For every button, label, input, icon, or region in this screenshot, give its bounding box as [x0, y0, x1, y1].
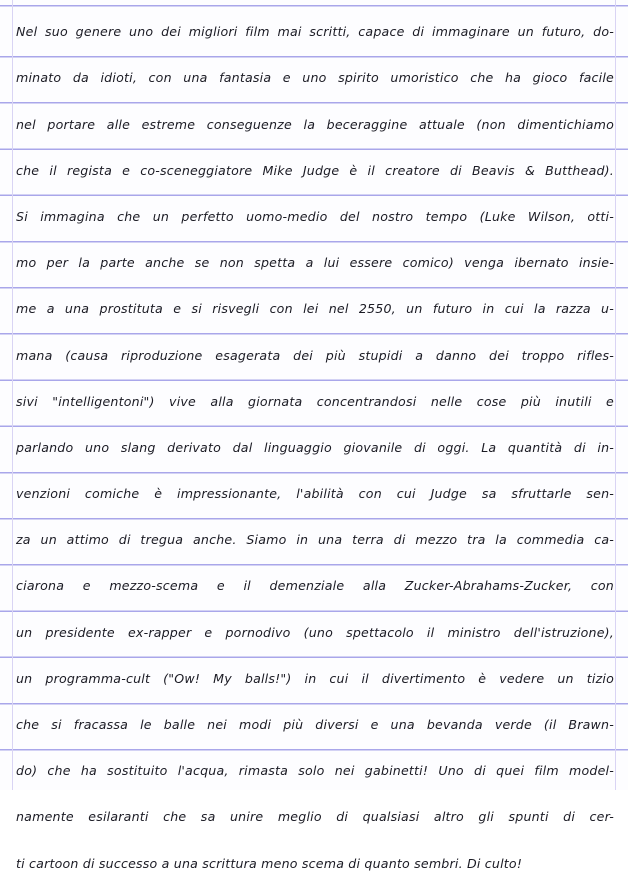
- text-line: me a una prostituta e si risvegli con lei nel 2550, un futuro in cui la razza u-: [16, 301, 614, 317]
- text-line: un presidente ex-rapper e pornodivo (uno spettacolo il ministro dell'istruzione),: [16, 624, 614, 640]
- text-line: ti cartoon di successo a una scrittura meno scema di quanto sembri. Di culto!: [16, 855, 523, 871]
- text-line: do) che ha sostituito l'acqua, rimasta solo nei gabinetti! Uno di quei film model-: [16, 763, 614, 779]
- text-line: za un attimo di tregua anche. Siamo in una terra di mezzo tra la commedia ca-: [16, 532, 614, 548]
- text-line: sivi "intelligentoni") vive alla giornata concentrandosi nelle cose più inutili e: [16, 393, 614, 409]
- text-line: mana (causa riproduzione esagerata dei più stupidi a danno dei troppo rifles-: [16, 347, 614, 363]
- text-line: ciarona e mezzo-scema e il demenziale alla Zucker-Abrahams-Zucker, con: [16, 578, 614, 594]
- text-line: che si fracassa le balle nei modi più diversi e una bevanda verde (il Brawn-: [16, 717, 614, 732]
- text-line: Nel suo genere uno dei migliori film mai scritti, capace di immaginare un futuro, do-: [16, 24, 614, 40]
- handwritten-review: [16, 0, 614, 878]
- text-line: venzioni comiche è impressionante, l'abilità con cui Judge sa sfruttarle sen-: [16, 486, 614, 502]
- right-margin-line: [615, 0, 616, 790]
- text-line: che il regista e co-sceneggiatore Mike Judge è il creatore di Beavis & Butthead).: [16, 162, 614, 178]
- text-line: un programma-cult ("Ow! My balls!") in cui il divertimento è vedere un tizio: [16, 670, 614, 686]
- left-margin-line: [12, 0, 13, 790]
- text-line: parlando uno slang derivato dal linguaggio giovanile di oggi. La quantità di in-: [16, 439, 614, 455]
- text-line: mo per la parte anche se non spetta a lui essere comico) venga ibernato insie-: [16, 255, 614, 271]
- text-line: Si immagina che un perfetto uomo-medio del nostro tempo (Luke Wilson, otti-: [16, 208, 614, 224]
- text-line: namente esilaranti che sa unire meglio di qualsiasi altro gli spunti di cer-: [16, 809, 614, 825]
- text-line: nel portare alle estreme conseguenze la beceraggine attuale (non dimentichiamo: [16, 116, 614, 132]
- text-line: minato da idioti, con una fantasia e uno spirito umoristico che ha gioco facile: [16, 70, 614, 86]
